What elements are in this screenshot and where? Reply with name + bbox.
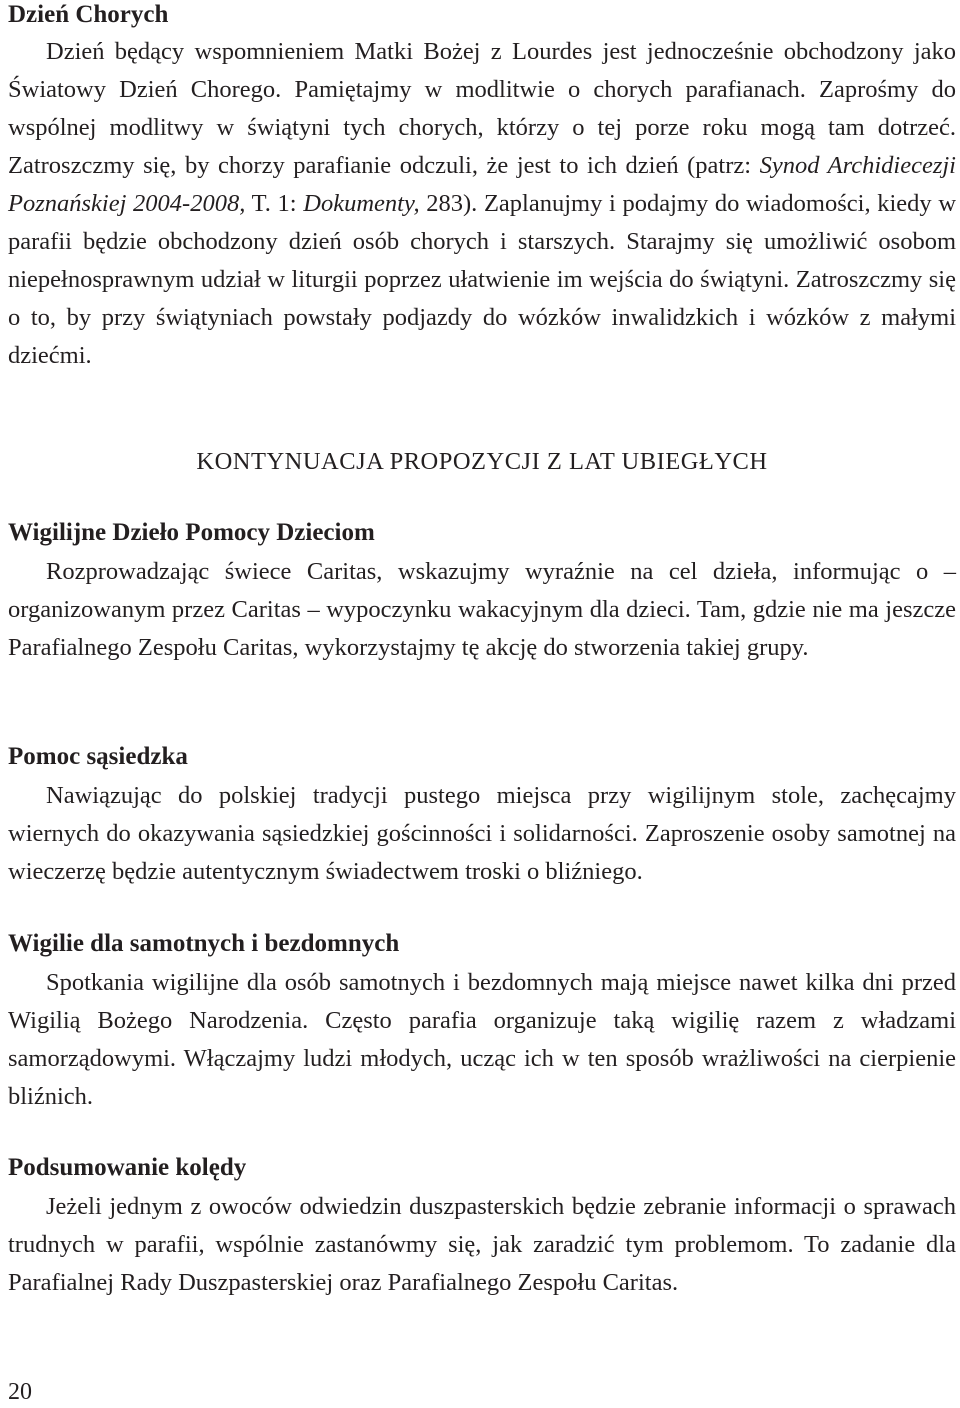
paragraph-text: Dzień będący wspomnieniem Matki Bożej z Lourdes jest jednocześnie obchodzony jako Światowy Dzień Chorego. Pamiętajmy w modlitwie o chorych parafianach. Zaprośmy do wspólnej modlitwy w świątyni tych chorych, którzy o tej porze roku mogą tam dotrzeć. Zatroszczmy się, by chorzy parafianie odczuli, że jest to ich dzień (patrz: [8,38,956,179]
section-paragraph [8,33,956,375]
citation-volume: T. 1: [245,190,304,217]
section-heading: Wigilijne Dzieło Pomocy Dzieciom [8,519,375,546]
section-heading: Pomoc sąsiedzka [8,743,188,770]
section-paragraph: Rozprowadzając świece Caritas, wskazujmy wyraźnie na cel dzieła, informując o – organizowanym przez Caritas – wypoczynku wakacyjnym dla dzieci. Tam, gdzie nie ma jeszcze Parafialnego Zespołu Caritas, wykorzystajmy tę akcję do stworzenia takiej grupy. [8,558,956,661]
section-wigilie-samotnych [8,929,956,1116]
section-heading: Dzień Chorych [8,1,169,28]
section-wigilijne-dzielo [8,518,956,667]
section-heading: Wigilie dla samotnych i bezdomnych [8,930,400,957]
paragraph-text-continued: 283). Zaplanujmy i podajmy do wiadomości, kiedy w parafii będzie obchodzony dzień osób chorych i starszych. Starajmy się umożliwić osobom niepełnosprawnym udział w liturgii poprzez ułatwienie im wejścia do świątyni. Zatroszczmy się o to, by przy świątyniach powstały podjazdy do wózków inwalidzkich i wózków z małymi dziećmi. [8,190,957,369]
section-heading: Podsumowanie kolędy [8,1154,247,1181]
section-podsumowanie-koledy [8,1153,956,1302]
section-paragraph: Jeżeli jednym z owoców odwiedzin duszpasterskich będzie zebranie informacji o sprawach trudnych w parafii, wspólnie zastanówmy się, jak zaradzić tym problemom. To zadanie dla Parafialnej Rady Duszpasterskiej oraz Parafialnego Zespołu Caritas. [8,1193,956,1296]
section-paragraph: Spotkania wigilijne dla osób samotnych i bezdomnych mają miejsce nawet kilka dni przed Wigilią Bożego Narodzenia. Często parafia organizuje taką wigilię razem z władzami samorządowymi. Włączajmy ludzi młodych, ucząc ich w ten sposób wrażliwości na cierpienie bliźnich. [8,969,956,1110]
section-pomoc-sasiedzka [8,742,956,891]
section-paragraph: Nawiązując do polskiej tradycji pustego miejsca przy wigilijnym stole, zachęcajmy wiernych do okazywania sąsiedzkiej gościnności i solidarności. Zaproszenie osoby samotnej na wieczerzę będzie autentycznym świadectwem troski o bliźniego. [8,782,956,885]
section-group-title: KONTYNUACJA PROPOZYCJI Z LAT UBIEGŁYCH [196,448,768,475]
section-dzien-chorych [8,0,956,375]
page-number: 20 [8,1379,32,1405]
citation-subtitle: Dokumenty, [303,190,420,217]
citation-title: Synod Archidiecezji Poznańskiej 2004-2008, [8,152,956,217]
